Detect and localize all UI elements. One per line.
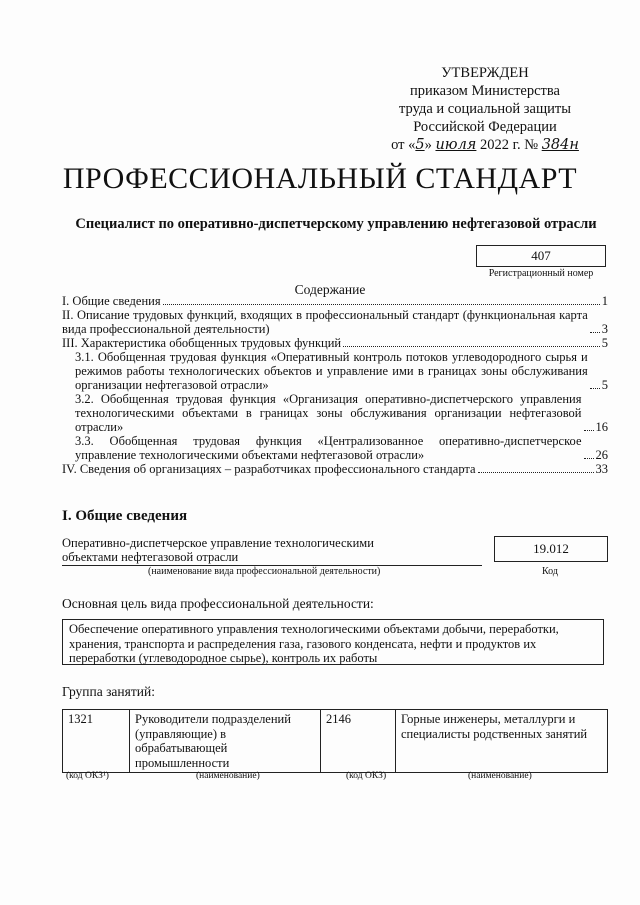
date-month: июля — [435, 137, 477, 153]
goal-box: Обеспечение оперативного управления технологическими объектами добычи, переработки, хранения, транспорта и распределения газа, газового конденсата, нефти и продуктов их переработки (углеводородное сырье), контроль их работы — [62, 619, 604, 665]
toc-leader — [163, 304, 600, 305]
toc-entry — [62, 434, 608, 462]
occupation-group-label: Группа занятий: — [62, 684, 155, 699]
table-row — [63, 710, 608, 773]
okz-code-caption: (код ОКЗ¹) — [66, 771, 109, 781]
okz-code-cell: 2146 — [321, 710, 396, 773]
toc-entry-page: 16 — [595, 420, 608, 434]
activity-code-box: 19.012 — [494, 536, 608, 562]
toc-entry — [62, 392, 608, 434]
toc-entry-text: I. Общие сведения — [62, 294, 161, 308]
date-prefix: от « — [391, 137, 416, 153]
toc-entry-page: 3 — [601, 322, 608, 336]
activity-code-caption: Код — [542, 566, 558, 577]
toc-leader — [590, 388, 600, 389]
activity-name: Оперативно-диспетчерское управление технологическими объектами нефтегазовой отрасли — [62, 536, 374, 564]
occupation-name-cell: Горные инженеры, металлурги и специалисты родственных занятий — [396, 710, 608, 773]
okz-code-caption: (код ОКЗ) — [346, 771, 387, 781]
toc-leader — [478, 472, 594, 473]
table-of-contents — [62, 294, 608, 476]
approval-line-2: приказом Министерства — [410, 83, 560, 99]
toc-entry-page: 33 — [595, 462, 608, 476]
goal-label: Основная цель вида профессиональной деятельности: — [62, 596, 374, 611]
toc-entry — [62, 294, 608, 308]
toc-leader — [584, 458, 594, 459]
toc-entry — [62, 350, 608, 392]
toc-entry-text: III. Характеристика обобщенных трудовых функций — [62, 336, 342, 350]
document-title: ПРОФЕССИОНАЛЬНЫЙ СТАНДАРТ — [62, 162, 578, 195]
toc-entry-text: IV. Сведения об организациях – разработчиках профессионального стандарта — [62, 462, 476, 476]
date-mid: » — [424, 137, 436, 153]
toc-entry — [62, 462, 608, 476]
toc-leader — [584, 430, 594, 431]
toc-entry-text: 3.2. Обобщенная трудовая функция «Организация оперативно-диспетчерского управления технологическими объектами в границах зоны обслуживания организации нефтегазовой отрасли» — [75, 392, 582, 434]
toc-entry-text: 3.1. Обобщенная трудовая функция «Оперативный контроль потоков углеводородного сырья и режимов работы технологических объектов и управление ими в границах зоны обслуживания организации нефтегазовой отрасли» — [75, 350, 588, 392]
occupation-name-caption: (наименование) — [468, 771, 532, 781]
section-heading: I. Общие сведения — [62, 508, 188, 524]
registration-caption: Регистрационный номер — [488, 268, 594, 279]
occupation-name-caption: (наименование) — [196, 771, 260, 781]
approval-date-line — [360, 136, 610, 154]
toc-entry — [62, 308, 608, 336]
date-year: 2022 г. № — [476, 137, 542, 153]
toc-heading: Содержание — [294, 282, 366, 297]
toc-entry-page: 5 — [601, 378, 608, 392]
order-number: 384н — [541, 137, 579, 153]
toc-entry-text: 3.3. Обобщенная трудовая функция «Централизованное оперативно-диспетчерское управление технологическими объектами нефтегазовой отрасли» — [75, 434, 582, 462]
okz-code-cell: 1321 — [63, 710, 130, 773]
approval-line-4: Российской Федерации — [413, 119, 557, 135]
registration-number-box: 407 — [476, 245, 606, 267]
toc-entry — [62, 336, 608, 350]
date-day: 5 — [415, 137, 425, 153]
approval-line-3: труда и социальной защиты — [399, 101, 571, 117]
document-subtitle: Специалист по оперативно-диспетчерскому управлению нефтегазовой отрасли — [75, 216, 597, 232]
occupation-table — [62, 709, 608, 773]
toc-entry-text: II. Описание трудовых функций, входящих в профессиональный стандарт (функциональная карта вида профессиональной деятельности) — [62, 308, 588, 336]
toc-leader — [343, 346, 600, 347]
approval-block — [360, 64, 610, 154]
toc-entry-page: 1 — [601, 294, 608, 308]
occupation-name-cell: Руководители подразделений (управляющие) в обрабатывающей промышленности — [130, 710, 321, 773]
toc-leader — [590, 332, 600, 333]
toc-entry-page: 5 — [601, 336, 608, 350]
approval-line-1: УТВЕРЖДЕН — [441, 65, 529, 81]
activity-caption: (наименование вида профессиональной деятельности) — [148, 566, 381, 577]
toc-entry-page: 26 — [595, 448, 608, 462]
